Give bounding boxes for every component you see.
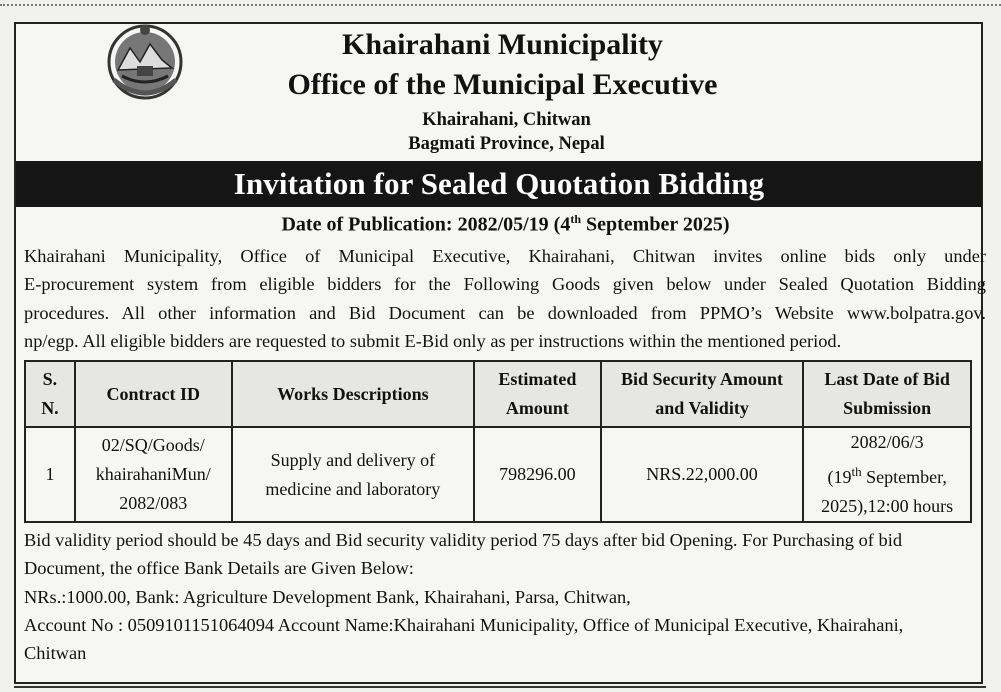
notice-title-bar	[16, 161, 982, 207]
footer-paragraph	[24, 526, 986, 667]
notice-title: Invitation for Sealed Quotation Bidding	[233, 166, 765, 201]
intro-paragraph	[24, 242, 986, 355]
bid-table	[24, 360, 972, 523]
office-province: Bagmati Province, Nepal	[408, 134, 605, 154]
top-dotted-rule	[0, 4, 1001, 6]
header-works: Works Descriptions	[232, 361, 474, 427]
cell-estimated-amount: 798296.00	[474, 427, 601, 522]
bottom-rule	[14, 686, 986, 688]
office-location: Khairahani, Chitwan	[422, 110, 591, 130]
cell-last-date: 2082/06/3 (19th September, 2025),12:00 hours	[803, 427, 971, 522]
table-row	[25, 427, 971, 522]
header-bid-security: Bid Security Amount and Validity	[601, 361, 804, 427]
footer-line: NRs.:1000.00, Bank: Agriculture Development Bank, Khairahani, Parsa, Chitwan,	[24, 586, 631, 607]
cell-contract-id: 02/SQ/Goods/ khairahaniMun/ 2082/083	[75, 427, 232, 522]
intro-line: Khairahani Municipality, Office of Municipal Executive, Khairahani, Chitwan invites online bids only under	[24, 246, 986, 266]
header-last-date: Last Date of Bid Submission	[803, 361, 971, 427]
municipality-name: Khairahani Municipality	[342, 28, 663, 61]
header-contract-id: Contract ID	[75, 361, 232, 427]
footer-line: Account No : 0509101151064094 Account Name:Khairahani Municipality, Office of Municipal Executive, Khairahani,	[24, 614, 904, 635]
footer-line: Chitwan	[24, 643, 87, 664]
intro-line: E-procurement system from eligible bidders for the Following Goods given below under Sealed Quotation Bidding	[24, 274, 986, 295]
cell-sn: 1	[25, 427, 75, 522]
cell-works: Supply and delivery of medicine and laboratory	[232, 427, 474, 522]
publication-date: Date of Publication: 2082/05/19 (4th September 2025)	[281, 212, 730, 236]
cell-bid-security: NRS.22,000.00	[601, 427, 804, 522]
intro-line: np/egp. All eligible bidders are requested to submit E-Bid only as per instructions within the mentioned period.	[24, 330, 842, 351]
intro-line: procedures. All other information and Bid Document can be downloaded from PPMO’s Website www.bolpatra.gov.	[24, 302, 986, 323]
header-estimated-amount: Estimated Amount	[474, 361, 601, 427]
footer-line: Document, the office Bank Details are Given Below:	[24, 558, 414, 579]
office-name: Office of the Municipal Executive	[287, 68, 718, 101]
footer-line: Bid validity period should be 45 days and Bid security validity period 75 days after bid Opening. For Purchasing of bid	[24, 530, 903, 550]
header-sn: S. N.	[25, 361, 75, 427]
table-header-row	[25, 361, 971, 427]
